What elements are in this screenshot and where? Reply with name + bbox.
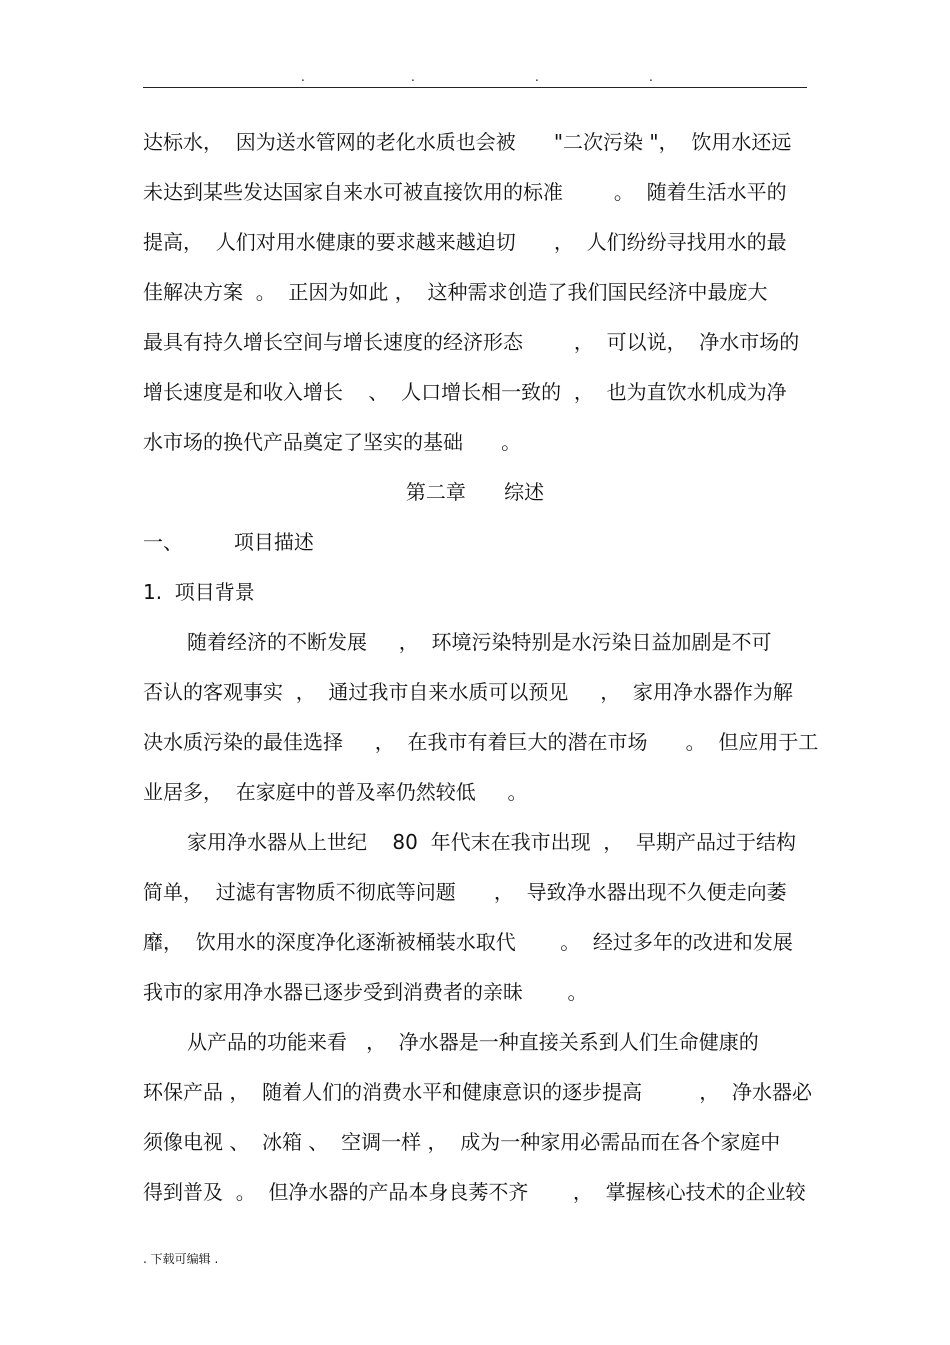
header-dot: . — [301, 70, 305, 84]
page-header — [143, 70, 807, 86]
paragraph-line: 从产品的功能来看 ， 净水器是一种直接关系到人们生命健康的 — [187, 1030, 759, 1054]
paragraph-line: 否认的客观事实 ， 通过我市自来水质可以预见 ， 家用净水器作为解 — [143, 680, 793, 704]
paragraph-line: 环保产品 ， 随着人们的消费水平和健康意识的逐步提高 ， 净水器必 — [143, 1080, 813, 1104]
section-heading: 一、 项目描述 — [143, 530, 314, 554]
body-line: 最具有持久增长空间与增长速度的经济形态 ， 可以说， 净水市场的 — [143, 330, 800, 354]
paragraph-history — [143, 823, 807, 1023]
body-line: 达标水， 因为送水管网的老化水质也会被 "二次污染 "， 饮用水还远 — [143, 130, 792, 154]
body-line: 佳解决方案 。 正因为如此 ， 这种需求创造了我们国民经济中最庞大 — [143, 280, 768, 304]
paragraph-function — [143, 1023, 813, 1223]
document-body — [143, 123, 819, 1223]
subsection-heading: 1. 项目背景 — [143, 580, 255, 604]
body-line: 增长速度是和收入增长 、 人口增长相一致的 ， 也为直饮水机成为净 — [143, 380, 787, 404]
header-rule — [143, 87, 807, 88]
paragraph-line: 家用净水器从上世纪 80 年代末在我市出现 ， 早期产品过于结构 — [187, 830, 797, 854]
header-dot: . — [535, 70, 539, 84]
paragraph-line: 简单， 过滤有害物质不彻底等问题 ， 导致净水器出现不久便走向萎 — [143, 880, 787, 904]
page-footer: . 下载可编辑 . — [143, 1252, 219, 1266]
header-dot: . — [649, 70, 653, 84]
body-line: 水市场的换代产品奠定了坚实的基础 。 — [143, 430, 522, 454]
paragraph-background-1 — [143, 623, 819, 823]
paragraph-line: 我市的家用净水器已逐步受到消费者的亲昧 。 — [143, 980, 588, 1004]
paragraph-line: 得到普及 。 但净水器的产品本身良莠不齐 ， 掌握核心技术的企业较 — [143, 1180, 806, 1204]
body-line: 未达到某些发达国家自来水可被直接饮用的标准 。 随着生活水平的 — [143, 180, 787, 204]
paragraph-line: 决水质污染的最佳选择 ， 在我市有着巨大的潜在市场 。 但应用于工 — [143, 730, 819, 754]
paragraph-line: 靡， 饮用水的深度净化逐渐被桶装水取代 。 经过多年的改进和发展 — [143, 930, 793, 954]
paragraph-line: 随着经济的不断发展 ， 环境污染特别是水污染日益加剧是不可 — [187, 630, 772, 654]
paragraph-line: 业居多， 在家庭中的普及率仍然较低 。 — [143, 780, 528, 804]
body-line: 提高， 人们对用水健康的要求越来越迫切 ， 人们纷纷寻找用水的最 — [143, 230, 787, 254]
chapter-title: 第二章 综述 — [405, 480, 545, 504]
header-dot: . — [411, 70, 415, 84]
paragraph-line: 须像电视 、 冰箱 、 空调一样 ， 成为一种家用必需品而在各个家庭中 — [143, 1130, 781, 1154]
